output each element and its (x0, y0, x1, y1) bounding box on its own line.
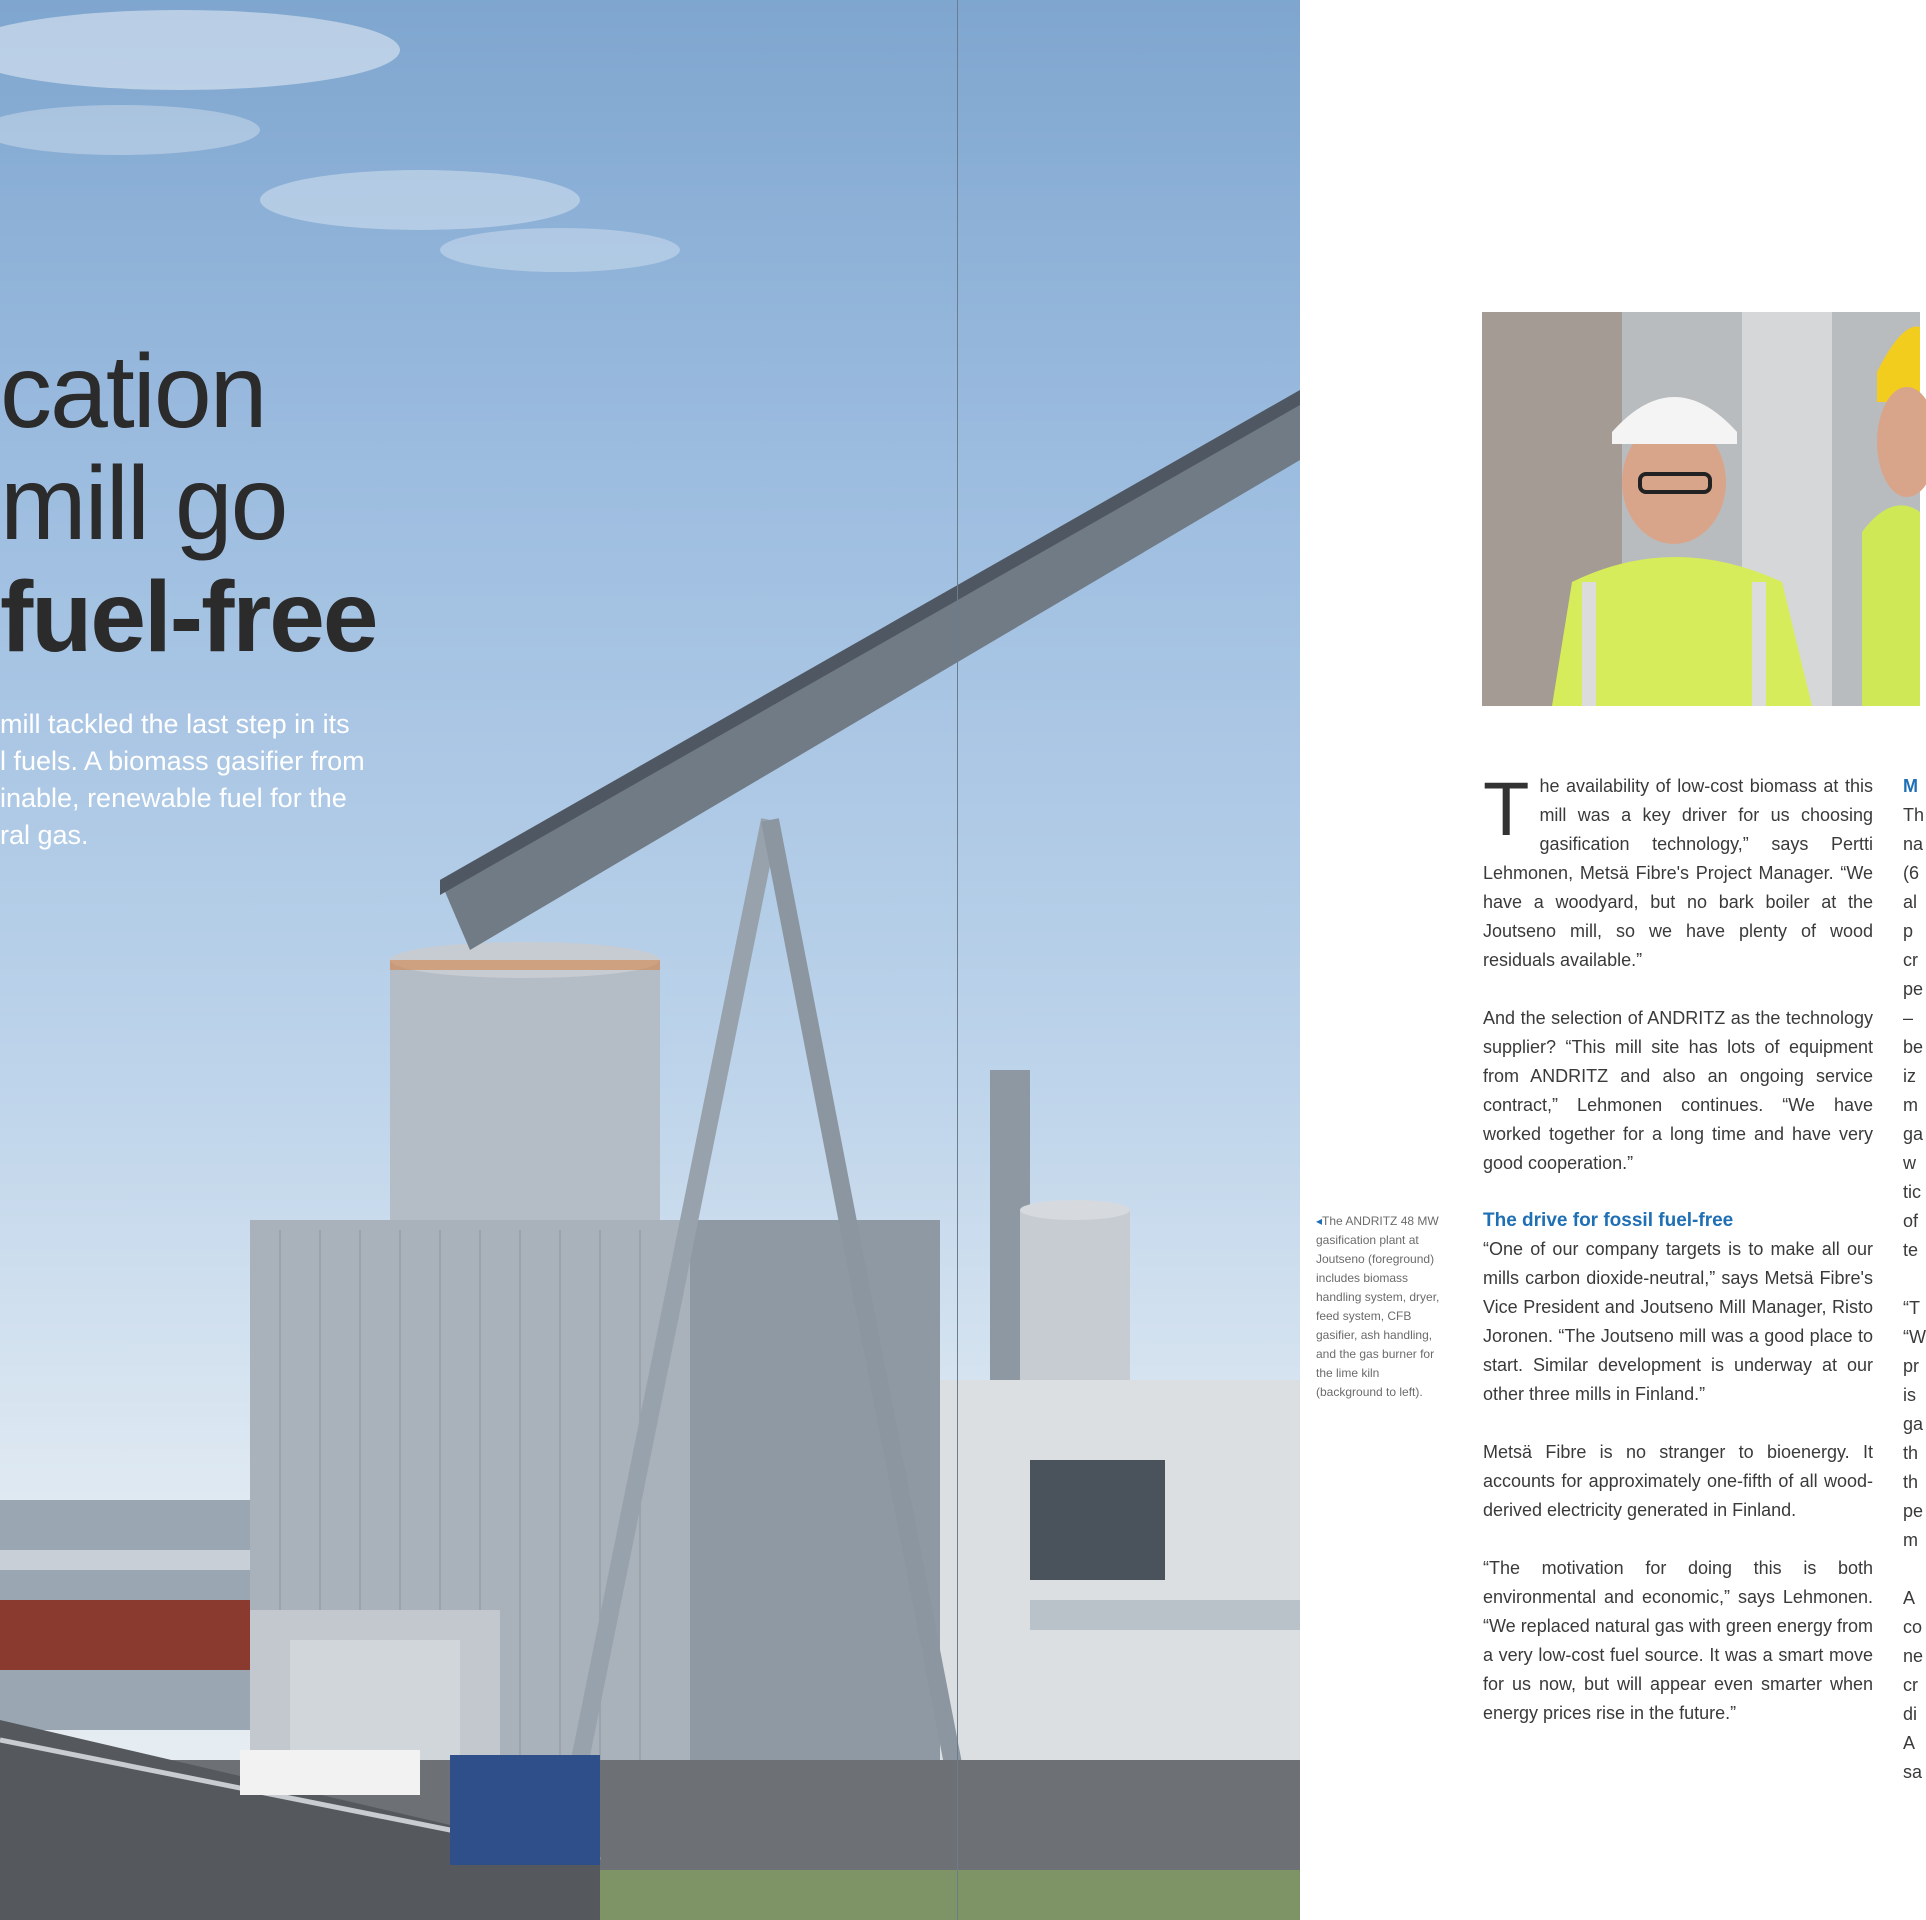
col2-line: th (1903, 1443, 1919, 1463)
col2-line: A (1903, 1733, 1916, 1753)
drop-cap: T (1483, 767, 1530, 852)
article-column-1 (1483, 767, 1873, 1757)
col2-line: be (1903, 1037, 1924, 1057)
deck-line: inable, renewable fuel for the (0, 783, 347, 813)
col2-line: na (1903, 834, 1924, 854)
col2-line: p (1903, 921, 1914, 941)
col2-line: iz (1903, 1066, 1916, 1086)
col2-line: – (1903, 1008, 1914, 1028)
col2-line (1903, 1265, 1920, 1294)
headline (0, 334, 520, 676)
article-column-2-cropped (1903, 772, 1926, 1787)
headline-line-3: fuel-free (0, 561, 377, 673)
col2-line: tic (1903, 1182, 1921, 1202)
col2-line: ga (1903, 1414, 1924, 1434)
col2-line: of (1903, 1211, 1919, 1231)
col2-line: Th (1903, 805, 1925, 825)
col2-line: pe (1903, 1501, 1924, 1521)
col2-line: al (1903, 892, 1918, 912)
col2-line: “W (1903, 1327, 1926, 1347)
paragraph: “The motivation for doing this is both environmental and economic,” says Lehmonen. “We replaced natural gas with green energy from a very low-cost fuel source. It was a smart move for us now, but will appear even smarter when energy prices rise in the future.” (1483, 1558, 1873, 1723)
col2-line: pr (1903, 1356, 1920, 1376)
paragraph (1483, 767, 1873, 975)
col2-line: is (1903, 1385, 1916, 1405)
col2-line: cr (1903, 1675, 1918, 1695)
col2-line: ga (1903, 1124, 1924, 1144)
paragraph: “One of our company targets is to make all our mills carbon dioxide-neutral,” says Metsä Fibre's Vice President and Joutseno Mill Manager, Risto Joronen. “The Joutseno mill was a good place to start. Similar development is underway at our other three mills in Finland.” (1483, 1239, 1873, 1404)
deck-line: l fuels. A biomass gasifier from (0, 746, 365, 776)
col2-line: th (1903, 1472, 1919, 1492)
col2-line: (6 (1903, 863, 1920, 883)
col2-line: ne (1903, 1646, 1924, 1666)
deck-line: mill tackled the last step in its (0, 709, 350, 739)
col2-line: te (1903, 1240, 1919, 1260)
headline-line-2: mill go (0, 446, 287, 562)
page-gutter-line (957, 0, 958, 1920)
portrait-photo (1482, 312, 1920, 706)
col2-line: m (1903, 1095, 1918, 1115)
intro-deck (0, 706, 420, 854)
paragraph: Metsä Fibre is no stranger to bioenergy. It accounts for approximately one-fifth of all wood-derived electricity generated in Finland. (1483, 1442, 1873, 1520)
deck-line: ral gas. (0, 820, 89, 850)
col2-line: A (1903, 1588, 1916, 1608)
col2-line: di (1903, 1704, 1918, 1724)
col2-line: m (1903, 1530, 1918, 1550)
paragraph-text: he availability of low-cost biomass at this mill was a key driver for us choosing gasification technology,” says Pertti Lehmonen, Metsä Fibre's Project Manager. “We have a woodyard, but no bark boiler at the Joutseno mill, so we have plenty of wood residuals available.” (1483, 776, 1873, 970)
headline-line-1: cation (0, 334, 266, 450)
col2-line: M (1903, 776, 1918, 796)
caption-arrow-icon: ◂ (1316, 1214, 1323, 1228)
col2-line: sa (1903, 1762, 1923, 1782)
col2-line: cr (1903, 950, 1918, 970)
col2-line: co (1903, 1617, 1923, 1637)
photo-caption (1316, 1212, 1448, 1402)
col2-line: w (1903, 1153, 1916, 1173)
section-subhead: The drive for fossil fuel-free (1483, 1210, 1734, 1231)
col2-line: pe (1903, 979, 1924, 999)
col2-line (1903, 1555, 1920, 1584)
paragraph: And the selection of ANDRITZ as the technology supplier? “This mill site has lots of equipment from ANDRITZ and also an ongoing service contract,” Lehmonen continues. “We have worked together for a long time and have very good cooperation.” (1483, 1008, 1873, 1173)
caption-text: The ANDRITZ 48 MW gasification plant at Joutseno (foreground) includes biomass handling system, dryer, feed system, CFB gasifier, ash handling, and the gas burner for the lime kiln (background to left). (1316, 1214, 1440, 1399)
col2-line: “T (1903, 1298, 1920, 1318)
